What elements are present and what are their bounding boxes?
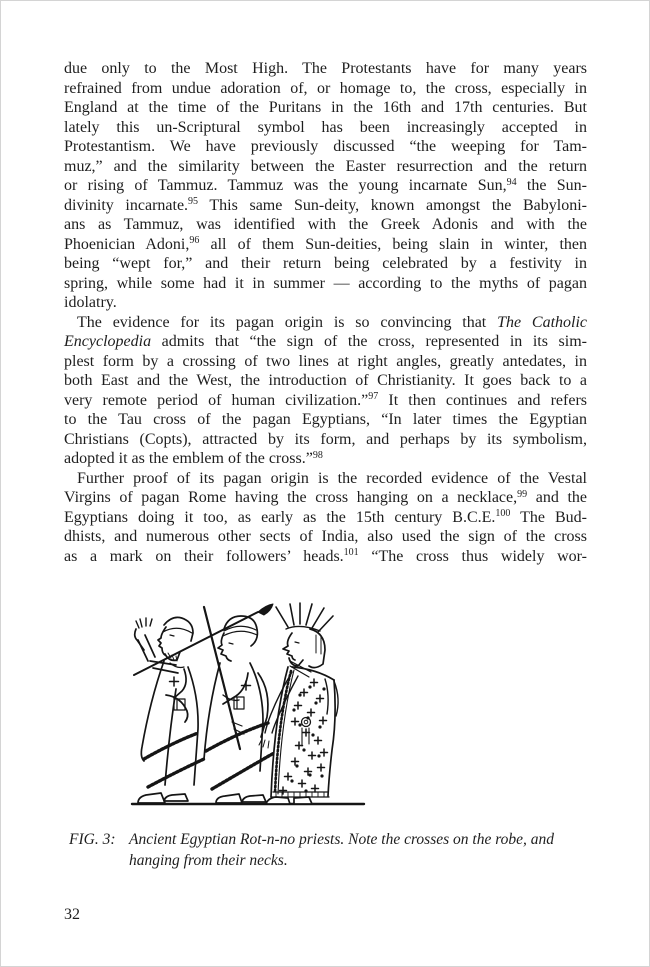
text-segment: Egyptians doing it too, as early as the 15th century B.C.E. bbox=[64, 508, 496, 526]
text-line bbox=[64, 488, 587, 508]
text-line bbox=[64, 547, 587, 567]
egyptian-priests-illustration bbox=[128, 601, 368, 811]
text-line bbox=[64, 118, 587, 138]
text-line bbox=[64, 371, 587, 391]
page-number: 32 bbox=[64, 906, 80, 923]
text-line bbox=[64, 352, 587, 372]
italic-text: The Catholic bbox=[497, 313, 588, 331]
text-line bbox=[64, 449, 587, 469]
body-text bbox=[64, 59, 587, 566]
footnote-ref: 97 bbox=[368, 391, 379, 402]
text-line bbox=[64, 430, 587, 450]
italic-text: Encyclopedia bbox=[64, 333, 152, 350]
cross-pattern bbox=[280, 679, 328, 794]
text-segment: “The cross thus widely wor- bbox=[358, 547, 588, 565]
text-line bbox=[64, 235, 587, 255]
figure bbox=[128, 601, 368, 811]
text-line bbox=[64, 469, 587, 489]
text-segment: dhists, and numerous other sects of India, also used the sign of the cross bbox=[64, 528, 587, 545]
text-segment: divinity incarnate. bbox=[64, 196, 189, 214]
text-segment: being “wept for,” and their return being celebrated by a festivity in bbox=[64, 255, 587, 272]
text-segment: plest form by a crossing of two lines at right angles, greatly antedates, in bbox=[64, 352, 587, 370]
text-segment: the Sun- bbox=[516, 177, 587, 194]
text-line bbox=[64, 410, 587, 430]
text-segment: Further proof of its pagan origin is the recorded evidence of the Vestal bbox=[77, 469, 587, 487]
text-segment: and the bbox=[527, 489, 587, 506]
text-line bbox=[64, 332, 587, 352]
text-segment: due only to the Most High. The Protestants have for many years bbox=[64, 60, 587, 77]
text-segment: The evidence for its pagan origin is so convincing that bbox=[77, 313, 498, 331]
text-segment: Christians (Copts), attracted by its form, and perhaps by its symbolism, bbox=[64, 430, 587, 448]
text-segment: to the Tau cross of the pagan Egyptians, “In later times the Egyptian bbox=[64, 411, 587, 428]
text-line bbox=[64, 254, 587, 274]
footnote-ref: 94 bbox=[506, 176, 517, 188]
text-segment: ans as Tammuz, was identified with the Greek Adonis and with the bbox=[64, 216, 587, 233]
text-segment: idolatry. bbox=[64, 294, 117, 311]
text-segment: or rising of Tammuz. Tammuz was the young incarnate Sun, bbox=[64, 177, 507, 194]
text-line bbox=[64, 196, 587, 216]
text-line bbox=[64, 508, 587, 528]
text-segment: adopted it as the emblem of the cross.” bbox=[64, 450, 313, 467]
footnote-ref: 101 bbox=[343, 547, 359, 558]
text-segment: refrained from undue adoration of, or homage to, the cross, especially in bbox=[64, 79, 587, 97]
paragraph bbox=[64, 59, 587, 313]
text-segment: Phoenician Adoni, bbox=[64, 235, 190, 253]
text-segment: lately this un-Scriptural symbol has been increasingly accepted in bbox=[64, 118, 587, 136]
text-segment: This same Sun-deity, known amongst the Babyloni- bbox=[198, 196, 587, 214]
text-line bbox=[64, 137, 587, 157]
text-segment: all of them Sun-deities, being slain in winter, then bbox=[199, 235, 587, 253]
figure-caption-text bbox=[129, 829, 589, 871]
text-segment: admits that “the sign of the cross, represented in its sim- bbox=[151, 333, 587, 350]
text-segment: Virgins of pagan Rome having the cross hanging on a necklace, bbox=[64, 489, 518, 506]
spear bbox=[134, 604, 273, 675]
text-segment: The Bud- bbox=[510, 508, 587, 526]
text-segment: muz,” and the similarity between the Easter resurrection and the return bbox=[64, 157, 587, 175]
caption-line: Ancient Egyptian Rot-n-no priests. Note the crosses on the robe, and bbox=[129, 831, 555, 848]
text-line bbox=[64, 527, 587, 547]
text-segment: Protestantism. We have previously discussed “the weeping for Tam- bbox=[64, 138, 587, 155]
paragraph bbox=[64, 469, 587, 567]
right-priest bbox=[259, 603, 338, 804]
text-line bbox=[64, 313, 587, 333]
figure-caption-label: FIG. 3: bbox=[69, 831, 116, 848]
text-line bbox=[64, 98, 587, 118]
text-line bbox=[64, 79, 587, 99]
paragraph bbox=[64, 313, 587, 469]
text-segment: very remote period of human civilization.” bbox=[64, 391, 369, 409]
text-line bbox=[64, 293, 587, 313]
text-segment: both East and the West, the introduction of Christianity. It goes back to a bbox=[64, 372, 587, 389]
footnote-ref: 96 bbox=[189, 235, 200, 246]
text-line bbox=[64, 176, 587, 196]
text-line bbox=[64, 157, 587, 177]
footnote-ref: 95 bbox=[188, 196, 199, 207]
caption-line: hanging from their necks. bbox=[129, 852, 288, 869]
text-segment: as a mark on their followers’ heads. bbox=[64, 547, 344, 565]
text-line bbox=[64, 391, 587, 411]
text-line bbox=[64, 215, 587, 235]
text-segment: England at the time of the Puritans in the 16th and 17th centuries. But bbox=[64, 99, 587, 116]
text-line bbox=[64, 274, 587, 294]
footnote-ref: 100 bbox=[495, 508, 511, 519]
text-segment: spring, while some had it in summer — according to the myths of pagan bbox=[64, 274, 587, 292]
footnote-ref: 98 bbox=[312, 449, 323, 461]
footnote-ref: 99 bbox=[517, 488, 528, 500]
text-segment: It then continues and refers bbox=[378, 391, 588, 409]
figure-caption bbox=[69, 829, 589, 871]
text-line bbox=[64, 59, 587, 79]
